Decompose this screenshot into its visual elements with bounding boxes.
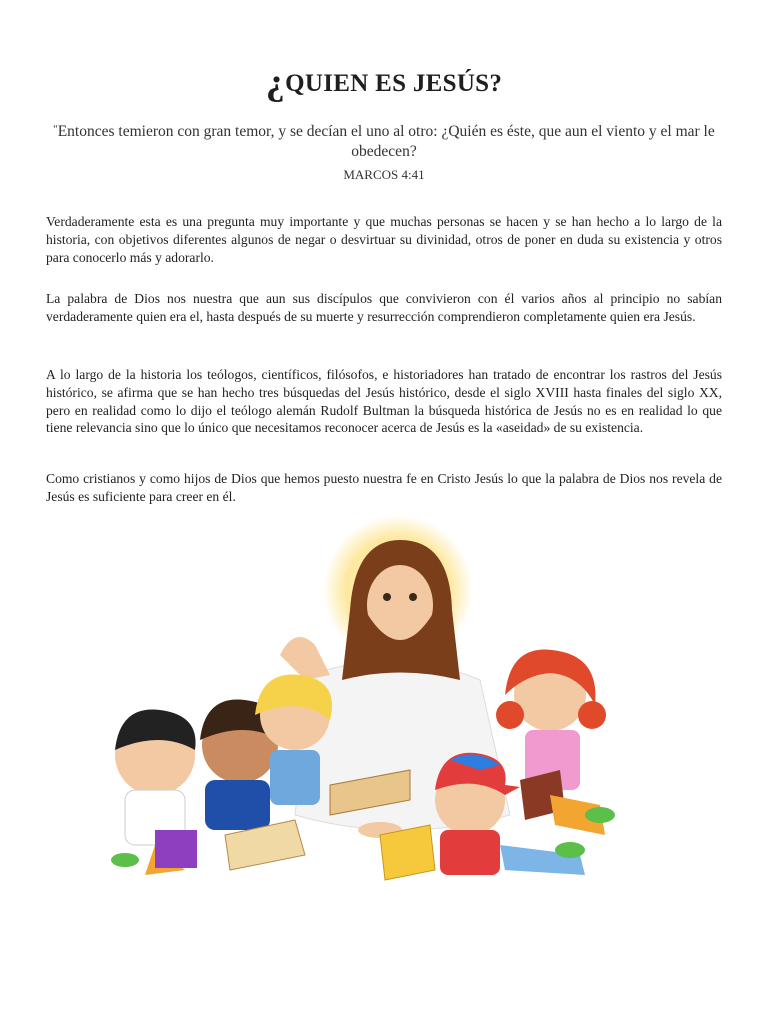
paragraph-4: Como cristianos y como hijos de Dios que hemos puesto nuestra fe en Cristo Jesús lo que la palabra de Dios nos revela de Jesús es suficiente para creer en él. bbox=[46, 471, 722, 504]
paragraph-3: A lo largo de la historia los teólogos, científicos, filósofos, e historiadores han tratado de encontrar los rastros del Jesús histórico, se afirma que se han hecho tres búsquedas del Jesús histórico, desde el siglo XVIII hasta finales del siglo XX, pero en realidad como lo dijo el teólogo alemán Rudolf Bultman la búsqueda histórica de Jesús no es en realidad lo que tiene relevancia sino que lo único que necesitamos reconocer acerca de Jesús es la «aseidad» de su existencia. bbox=[46, 367, 722, 436]
quote-open-mark: “ bbox=[53, 124, 58, 135]
title-question-mark: ¿ bbox=[265, 61, 286, 103]
paragraph-2: La palabra de Dios nos nuestra que aun sus discípulos que convivieron con él varios años al principio no sabían verdaderamente quien era el, hasta después de su muerte y resurrección comprendieron completamente quien era Jesús. bbox=[46, 291, 722, 324]
jesus-with-children-illustration bbox=[80, 515, 640, 905]
bible-reference: MARCOS 4:41 bbox=[343, 167, 425, 182]
page-title bbox=[0, 60, 768, 104]
title-text: QUIEN ES JESÚS? bbox=[285, 70, 503, 97]
paragraph-1: Verdaderamente esta es una pregunta muy importante y que muchas personas se hacen y se han hecho a lo largo de la historia, con objetivos diferentes algunos de negar o desvirtuar su divinidad, otros de poner en duda su existencia y otros para conocerlo más y adorarlo. bbox=[46, 214, 722, 265]
bible-quote bbox=[50, 120, 718, 162]
quote-text: Entonces temieron con gran temor, y se decían el uno al otro: ¿Quién es éste, que aun el viento y el mar le obedecen? bbox=[57, 123, 715, 160]
